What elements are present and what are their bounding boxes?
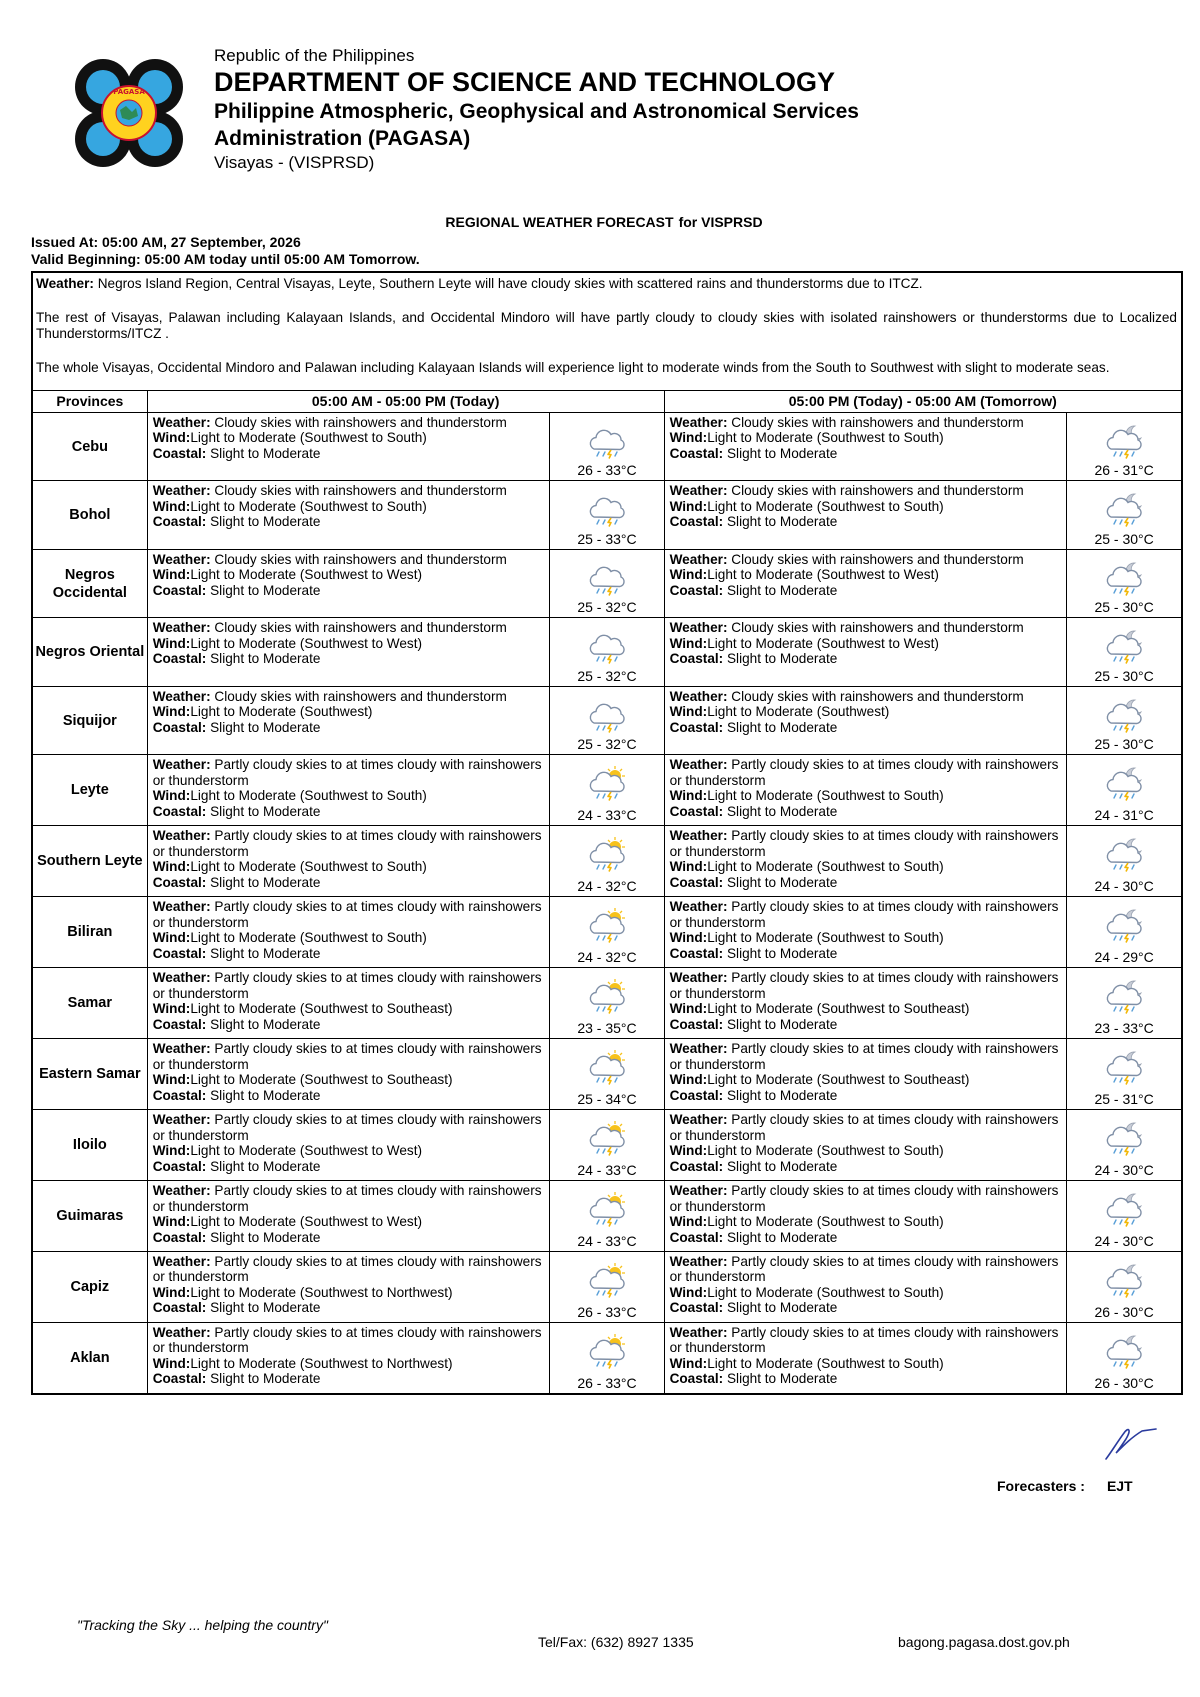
weather-icon-cell [550,412,664,481]
region-name: Visayas - (VISPRSD) [214,153,375,172]
forecast-desc: Weather: Cloudy skies with rainshowers and thunderstorm Wind:Light to Moderate (Southwest to West) Coastal: Slight to Moderate [664,618,1067,687]
forecast-desc: Weather: Partly cloudy skies to at times cloudy with rainshowers or thunderstorm Wind:Light to Moderate (Southwest to Southeast) Coastal: Slight to Moderate [664,1039,1067,1110]
forecasters: Forecasters : EJT [997,1478,1133,1494]
table-row [32,1039,1182,1110]
temperature-range: 26 - 31°C [1094,462,1154,479]
province-name: Guimaras [32,1181,147,1252]
issuance-info [31,234,420,268]
temperature-range: 26 - 33°C [577,462,637,479]
forecast-desc: Weather: Partly cloudy skies to at times cloudy with rainshowers or thunderstorm Wind:Light to Moderate (Southwest to Southeast) Coastal: Slight to Moderate [147,1039,550,1110]
cloudy-night-rain-thunder-icon [1102,628,1146,664]
partly-cloudy-sun-rain-icon [585,1120,629,1156]
valid-period: Valid Beginning: 05:00 AM today until 05:00 AM Tomorrow. [31,251,420,267]
temperature-range: 25 - 33°C [577,530,637,547]
weather-icon-cell [550,1251,664,1322]
weather-icon-cell [1067,897,1182,968]
forecast-desc: Weather: Cloudy skies with rainshowers and thunderstorm Wind:Light to Moderate (Southwest to West) Coastal: Slight to Moderate [664,549,1067,618]
province-name: Negros Occidental [32,549,147,618]
province-name: Samar [32,968,147,1039]
province-name: Capiz [32,1251,147,1322]
temperature-range: 25 - 30°C [1094,530,1154,547]
table-row [32,968,1182,1039]
department-name: DEPARTMENT OF SCIENCE AND TECHNOLOGY [214,67,836,97]
cloudy-rain-thunder-icon [585,628,629,664]
temperature-range: 24 - 30°C [1094,1232,1154,1249]
province-name: Leyte [32,755,147,826]
table-row [32,1181,1182,1252]
temperature-range: 25 - 30°C [1094,736,1154,753]
weather-icon-cell [550,1110,664,1181]
svg-text:PAGASA: PAGASA [113,88,145,96]
forecast-desc: Weather: Partly cloudy skies to at times cloudy with rainshowers or thunderstorm Wind:Light to Moderate (Southwest to South) Coastal: Slight to Moderate [664,755,1067,826]
temperature-range: 25 - 32°C [577,667,637,684]
temperature-range: 24 - 29°C [1094,949,1154,966]
temperature-range: 23 - 33°C [1094,1020,1154,1037]
province-name: Iloilo [32,1110,147,1181]
forecaster-initials: EJT [1106,1478,1133,1494]
forecaster-signature [1098,1423,1158,1463]
partly-cloudy-moon-rain-icon [1102,1262,1146,1298]
partly-cloudy-sun-rain-icon [585,765,629,801]
temperature-range: 26 - 30°C [1094,1303,1154,1320]
temperature-range: 24 - 33°C [577,1162,637,1179]
partly-cloudy-sun-rain-icon [585,836,629,872]
weather-icon-cell [1067,826,1182,897]
temperature-range: 25 - 30°C [1094,599,1154,616]
table-row [32,481,1182,550]
cloudy-rain-thunder-icon [585,491,629,527]
temperature-range: 24 - 31°C [1094,807,1154,824]
letterhead [214,46,859,174]
weather-icon-cell [1067,1181,1182,1252]
forecast-desc: Weather: Partly cloudy skies to at times cloudy with rainshowers or thunderstorm Wind:Light to Moderate (Southwest to South) Coastal: Slight to Moderate [147,826,550,897]
forecast-desc: Weather: Partly cloudy skies to at times cloudy with rainshowers or thunderstorm Wind:Light to Moderate (Southwest to South) Coastal: Slight to Moderate [664,1181,1067,1252]
province-name: Negros Oriental [32,618,147,687]
temperature-range: 25 - 32°C [577,736,637,753]
table-row [32,826,1182,897]
agency-name-line1: Philippine Atmospheric, Geophysical and Astronomical Services [214,100,859,123]
col-header-tonight: 05:00 PM (Today) - 05:00 AM (Tomorrow) [664,390,1182,412]
forecast-desc: Weather: Cloudy skies with rainshowers and thunderstorm Wind:Light to Moderate (Southwest) Coastal: Slight to Moderate [664,686,1067,755]
temperature-range: 24 - 32°C [577,878,637,895]
weather-icon-cell [1067,968,1182,1039]
agency-name-line2: Administration (PAGASA) [214,127,471,150]
summary-para3: The whole Visayas, Occidental Mindoro and Palawan including Kalayaan Islands will experience light to moderate winds from the South to Southwest with slight to moderate seas. [36,360,1110,375]
cloudy-rain-thunder-icon [585,697,629,733]
partly-cloudy-moon-rain-icon [1102,907,1146,943]
table-row [32,412,1182,481]
tagline: "Tracking the Sky ... helping the country" [77,1617,328,1633]
partly-cloudy-moon-rain-icon [1102,1333,1146,1369]
temperature-range: 25 - 32°C [577,599,637,616]
partly-cloudy-moon-rain-icon [1102,1120,1146,1156]
cloudy-rain-thunder-icon [585,423,629,459]
forecast-desc: Weather: Partly cloudy skies to at times cloudy with rainshowers or thunderstorm Wind:Light to Moderate (Southwest to West) Coastal: Slight to Moderate [147,1181,550,1252]
temperature-range: 24 - 32°C [577,949,637,966]
weather-icon-cell [1067,1110,1182,1181]
forecast-desc: Weather: Partly cloudy skies to at times cloudy with rainshowers or thunderstorm Wind:Light to Moderate (Southwest to West) Coastal: Slight to Moderate [147,1110,550,1181]
forecast-desc: Weather: Partly cloudy skies to at times cloudy with rainshowers or thunderstorm Wind:Light to Moderate (Southwest to South) Coastal: Slight to Moderate [664,1251,1067,1322]
forecast-table [31,271,1183,1395]
weather-icon-cell [550,968,664,1039]
forecast-desc: Weather: Cloudy skies with rainshowers and thunderstorm Wind:Light to Moderate (Southwest to West) Coastal: Slight to Moderate [147,618,550,687]
weather-icon-cell [1067,755,1182,826]
weather-icon-cell [550,1322,664,1394]
forecast-desc: Weather: Partly cloudy skies to at times cloudy with rainshowers or thunderstorm Wind:Light to Moderate (Southwest to South) Coastal: Slight to Moderate [664,1322,1067,1394]
temperature-range: 26 - 30°C [1094,1375,1154,1391]
weather-icon-cell [550,549,664,618]
republic-line: Republic of the Philippines [214,46,415,65]
issued-at: Issued At: 05:00 AM, 27 September, 2026 [31,234,301,250]
province-name: Biliran [32,897,147,968]
weather-icon-cell [1067,686,1182,755]
temperature-range: 25 - 30°C [1094,667,1154,684]
weather-icon-cell [1067,549,1182,618]
weather-icon-cell [550,686,664,755]
forecast-title: REGIONAL WEATHER FORECAST for VISPRSD [445,214,763,230]
province-name: Siquijor [32,686,147,755]
weather-icon-cell [550,755,664,826]
forecast-desc: Weather: Partly cloudy skies to at times cloudy with rainshowers or thunderstorm Wind:Light to Moderate (Southwest to South) Coastal: Slight to Moderate [664,897,1067,968]
weather-icon-cell [1067,1251,1182,1322]
table-row [32,897,1182,968]
col-header-today: 05:00 AM - 05:00 PM (Today) [147,390,664,412]
table-row [32,686,1182,755]
temperature-range: 24 - 33°C [577,1232,637,1249]
partly-cloudy-sun-rain-icon [585,907,629,943]
temperature-range: 26 - 33°C [577,1375,637,1391]
forecast-desc: Weather: Partly cloudy skies to at times cloudy with rainshowers or thunderstorm Wind:Light to Moderate (Southwest to Southeast) Coastal: Slight to Moderate [664,968,1067,1039]
summary-para1: Weather: Negros Island Region, Central Visayas, Leyte, Southern Leyte will have cloudy skies with scattered rains and thunderstorms due to ITCZ. [36,276,923,291]
temperature-range: 24 - 30°C [1094,1162,1154,1179]
cloudy-night-rain-thunder-icon [1102,491,1146,527]
table-row [32,755,1182,826]
weather-icon-cell [1067,412,1182,481]
forecast-desc: Weather: Cloudy skies with rainshowers and thunderstorm Wind:Light to Moderate (Southwest to South) Coastal: Slight to Moderate [664,412,1067,481]
temperature-range: 23 - 35°C [577,1020,637,1037]
weather-icon-cell [1067,1322,1182,1394]
partly-cloudy-moon-rain-icon [1102,1191,1146,1227]
forecast-desc: Weather: Partly cloudy skies to at times cloudy with rainshowers or thunderstorm Wind:Light to Moderate (Southwest to Southeast) Coastal: Slight to Moderate [147,968,550,1039]
temperature-range: 25 - 31°C [1094,1091,1154,1108]
table-row [32,1110,1182,1181]
summary-para2: The rest of Visayas, Palawan including Kalayaan Islands, and Occidental Mindoro will have partly cloudy to cloudy skies with isolated rainshowers or thunderstorms due to Localized Thunderstorms/ITCZ . [36,310,1177,341]
weather-icon-cell [550,618,664,687]
weather-icon-cell [550,481,664,550]
partly-cloudy-moon-rain-icon [1102,836,1146,872]
temperature-range: 26 - 33°C [577,1303,637,1320]
table-row [32,1322,1182,1394]
weather-icon-cell [550,1039,664,1110]
partly-cloudy-sun-rain-icon [585,978,629,1014]
temperature-range: 25 - 34°C [577,1091,637,1108]
province-name: Aklan [32,1322,147,1394]
weather-icon-cell [1067,618,1182,687]
tel-fax: Tel/Fax: (632) 8927 1335 [538,1634,694,1650]
col-header-provinces: Provinces [32,390,147,412]
partly-cloudy-sun-rain-icon [585,1333,629,1369]
province-name: Southern Leyte [32,826,147,897]
weather-icon-cell [1067,1039,1182,1110]
partly-cloudy-sun-rain-icon [585,1191,629,1227]
forecast-desc: Weather: Partly cloudy skies to at times cloudy with rainshowers or thunderstorm Wind:Light to Moderate (Southwest to South) Coastal: Slight to Moderate [147,755,550,826]
cloudy-night-rain-thunder-icon [1102,697,1146,733]
forecast-desc: Weather: Partly cloudy skies to at times cloudy with rainshowers or thunderstorm Wind:Light to Moderate (Southwest to Northwest) Coastal: Slight to Moderate [147,1251,550,1322]
forecast-desc: Weather: Cloudy skies with rainshowers and thunderstorm Wind:Light to Moderate (Southwest to West) Coastal: Slight to Moderate [147,549,550,618]
forecast-desc: Weather: Partly cloudy skies to at times cloudy with rainshowers or thunderstorm Wind:Light to Moderate (Southwest to South) Coastal: Slight to Moderate [664,1110,1067,1181]
forecast-desc: Weather: Partly cloudy skies to at times cloudy with rainshowers or thunderstorm Wind:Light to Moderate (Southwest to Northwest) Coastal: Slight to Moderate [147,1322,550,1394]
partly-cloudy-sun-rain-icon [585,1262,629,1298]
cloudy-rain-thunder-icon [585,560,629,596]
forecast-rows [32,412,1182,1394]
province-name: Eastern Samar [32,1039,147,1110]
weather-icon-cell [550,897,664,968]
forecast-desc: Weather: Cloudy skies with rainshowers and thunderstorm Wind:Light to Moderate (Southwest to South) Coastal: Slight to Moderate [664,481,1067,550]
weather-icon-cell [550,1181,664,1252]
cloudy-night-rain-thunder-icon [1102,423,1146,459]
table-row [32,618,1182,687]
partly-cloudy-moon-rain-icon [1102,765,1146,801]
province-name: Bohol [32,481,147,550]
forecast-desc: Weather: Partly cloudy skies to at times cloudy with rainshowers or thunderstorm Wind:Light to Moderate (Southwest to South) Coastal: Slight to Moderate [664,826,1067,897]
table-row [32,549,1182,618]
partly-cloudy-sun-rain-icon [585,1049,629,1085]
partly-cloudy-moon-rain-icon [1102,1049,1146,1085]
forecast-desc: Weather: Partly cloudy skies to at times cloudy with rainshowers or thunderstorm Wind:Light to Moderate (Southwest to South) Coastal: Slight to Moderate [147,897,550,968]
forecast-desc: Weather: Cloudy skies with rainshowers and thunderstorm Wind:Light to Moderate (Southwest to South) Coastal: Slight to Moderate [147,481,550,550]
table-row [32,1251,1182,1322]
weather-icon-cell [550,826,664,897]
website: bagong.pagasa.dost.gov.ph [898,1634,1070,1650]
cloudy-night-rain-thunder-icon [1102,560,1146,596]
temperature-range: 24 - 33°C [577,807,637,824]
pagasa-logo [74,58,184,168]
forecast-desc: Weather: Cloudy skies with rainshowers and thunderstorm Wind:Light to Moderate (Southwest) Coastal: Slight to Moderate [147,686,550,755]
weather-summary [32,272,1182,390]
temperature-range: 24 - 30°C [1094,878,1154,895]
partly-cloudy-moon-rain-icon [1102,978,1146,1014]
forecast-desc: Weather: Cloudy skies with rainshowers and thunderstorm Wind:Light to Moderate (Southwest to South) Coastal: Slight to Moderate [147,412,550,481]
weather-icon-cell [1067,481,1182,550]
province-name: Cebu [32,412,147,481]
